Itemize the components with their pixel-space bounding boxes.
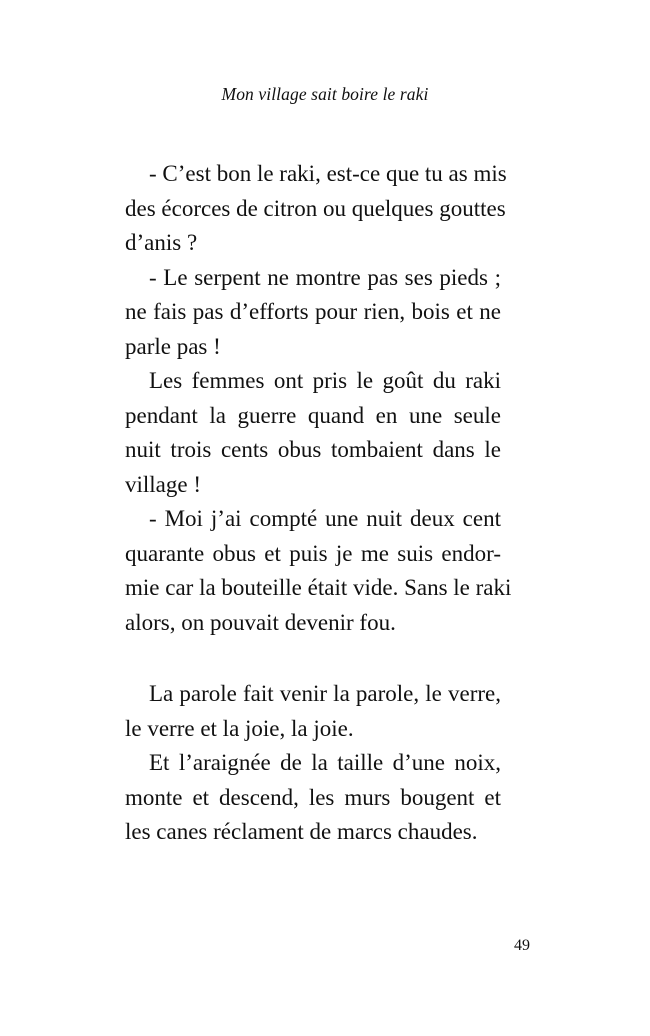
- paragraph: [125, 502, 512, 640]
- text-line: le verre et la joie, la joie.: [125, 715, 354, 741]
- text-line: alors, on pouvait devenir fou.: [125, 609, 396, 635]
- text-line: quarante obus et puis je me suis endor-: [125, 540, 501, 566]
- text-line: des écorces de citron ou quelques gouttes: [125, 195, 506, 221]
- text-line: ne fais pas d’efforts pour rien, bois et ne: [125, 299, 501, 324]
- paragraph: [125, 677, 501, 746]
- text-line: mie car la bouteille était vide. Sans le raki: [125, 575, 512, 600]
- text-line: - Le serpent ne montre pas ses pieds ;: [149, 264, 501, 290]
- text-line: Les femmes ont pris le goût du raki: [149, 368, 501, 393]
- text-line: Et l’araignée de la taille d’une noix,: [149, 750, 501, 775]
- text-line: monte et descend, les murs bougent et: [125, 784, 501, 810]
- paragraph: [125, 746, 501, 850]
- text-line: pendant la guerre quand en une seule: [125, 402, 501, 428]
- paragraph: [125, 364, 501, 502]
- text-line: - C’est bon le raki, est-ce que tu as mis: [149, 161, 507, 186]
- page-number: 49: [514, 937, 530, 954]
- text-line: - Moi j’ai compté une nuit deux cent: [149, 506, 501, 531]
- paragraph: [125, 261, 501, 365]
- body-text-part1: [125, 157, 512, 640]
- text-line: nuit trois cents obus tombaient dans le: [125, 437, 501, 462]
- paragraph: [125, 157, 507, 261]
- text-line: parle pas !: [125, 333, 221, 359]
- text-line: village !: [125, 471, 201, 497]
- body-text-part2: [125, 677, 501, 850]
- running-header: Mon village sait boire le raki: [221, 84, 429, 104]
- text-line: les canes réclament de marcs chaudes.: [125, 819, 478, 844]
- text-line: La parole fait venir la parole, le verre,: [149, 681, 501, 706]
- text-line: d’anis ?: [125, 230, 198, 255]
